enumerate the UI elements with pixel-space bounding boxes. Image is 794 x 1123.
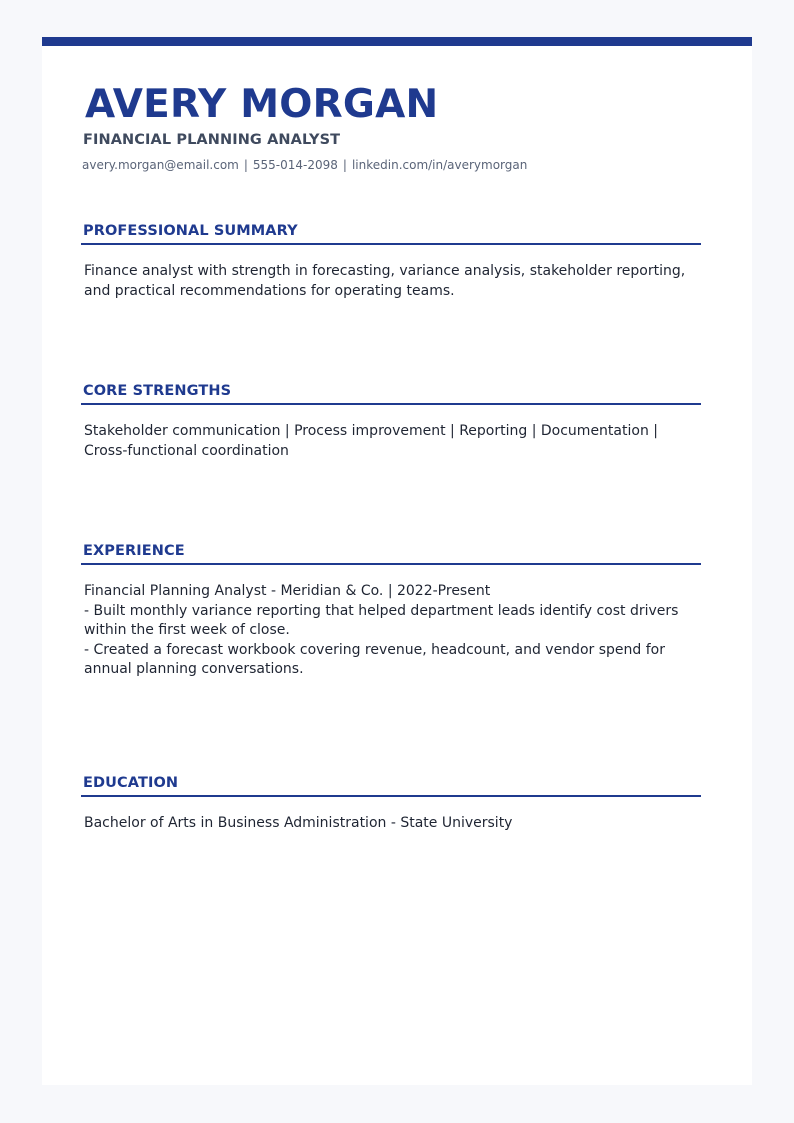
- experience-role: Financial Planning Analyst - Meridian & Co. | 2022-Present: [84, 583, 491, 599]
- section-professional-summary: [81, 221, 701, 301]
- resume-page: [42, 37, 752, 1085]
- contact-linkedin: linkedin.com/in/averymorgan: [351, 158, 528, 172]
- section-heading: CORE STRENGTHS: [83, 383, 232, 399]
- section-core-strengths: [81, 381, 701, 461]
- section-divider: [81, 403, 701, 405]
- summary-text: [81, 262, 699, 301]
- contact-phone: 555-014-2098: [252, 158, 338, 172]
- section-heading: EDUCATION: [83, 775, 179, 791]
- job-title: FINANCIAL PLANNING ANALYST: [83, 132, 341, 148]
- section-divider: [81, 563, 701, 565]
- experience-bullet: - Created a forecast workbook covering revenue, headcount, and vendor spend for annual planning conversations.: [84, 641, 665, 677]
- section-divider: [81, 795, 701, 797]
- education-text: [81, 814, 699, 834]
- section-divider: [81, 243, 701, 245]
- contact-email: avery.morgan@email.com: [82, 158, 239, 172]
- experience-bullet: - Built monthly variance reporting that helped department leads identify cost drivers within the first week of close.: [84, 602, 679, 638]
- summary-paragraph: Finance analyst with strength in forecasting, variance analysis, stakeholder reporting, and practical recommendations for operating teams.: [84, 263, 686, 299]
- candidate-name: AVERY MORGAN: [85, 82, 439, 127]
- experience-text: [81, 582, 699, 680]
- section-heading: PROFESSIONAL SUMMARY: [83, 223, 298, 239]
- strengths-text: [81, 422, 699, 461]
- section-heading: EXPERIENCE: [83, 543, 185, 559]
- contact-separator: |: [342, 158, 347, 172]
- section-education: [81, 773, 701, 834]
- education-entry: Bachelor of Arts in Business Administration - State University: [84, 815, 513, 831]
- strengths-paragraph: Stakeholder communication | Process improvement | Reporting | Documentation | Cross-functional coordination: [84, 423, 658, 459]
- contact-separator: |: [243, 158, 248, 172]
- accent-bar: [42, 37, 752, 46]
- contact-line: [82, 157, 527, 173]
- section-experience: [81, 541, 701, 680]
